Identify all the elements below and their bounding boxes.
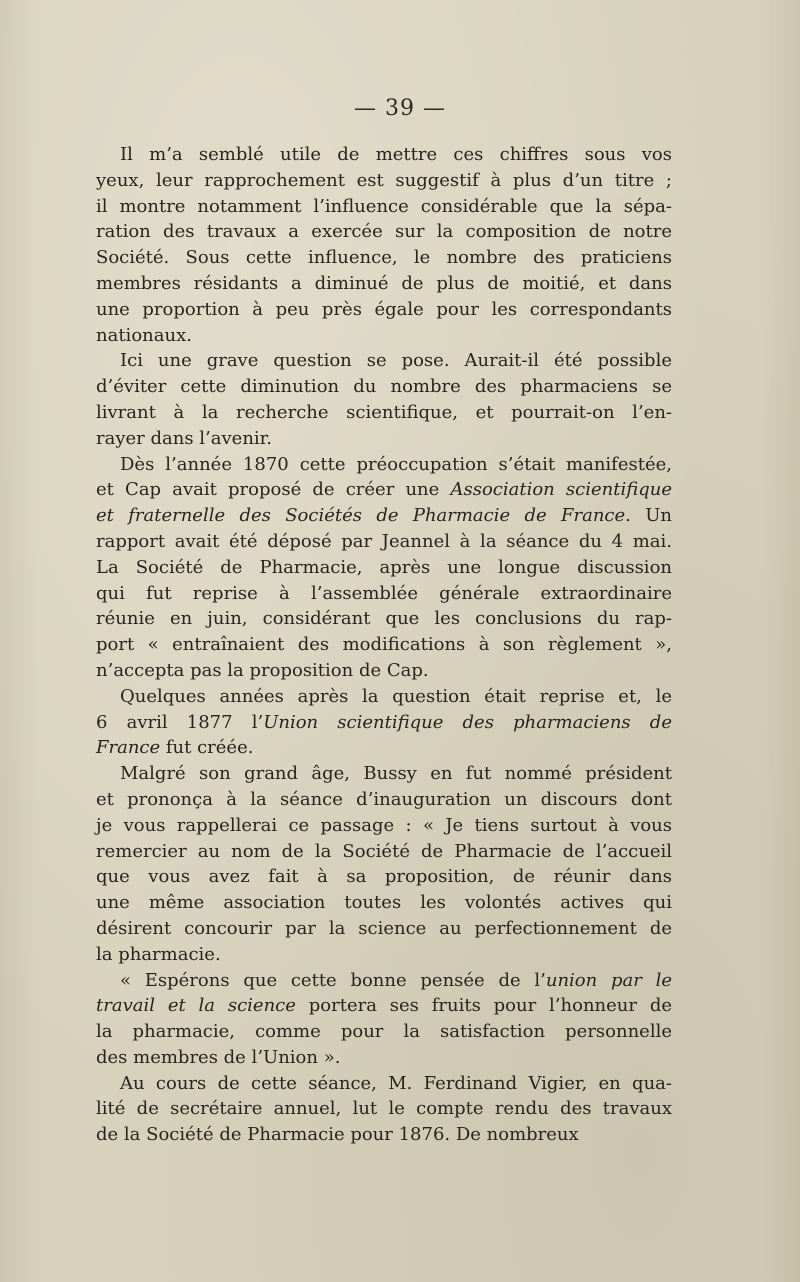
text-line (96, 142, 672, 168)
text-segment: membres résidants a diminué de plus de moitié, et dans (96, 272, 672, 294)
italic-text: France (96, 737, 161, 759)
text-segment: de la Société de Pharmacie pour 1876. De nombreux (96, 1124, 579, 1146)
text-line (96, 529, 672, 555)
text-line (96, 581, 672, 607)
text-line (96, 968, 672, 994)
text-line (96, 452, 672, 478)
text-line (96, 194, 672, 220)
text-line (96, 348, 672, 374)
text-line (96, 787, 672, 813)
paragraph (96, 348, 672, 451)
text-segment: livrant à la recherche scientifique, et pourrait-on l’en- (96, 401, 672, 423)
text-line (96, 1019, 672, 1045)
text-line (96, 168, 672, 194)
text-segment: rayer dans l’avenir. (96, 427, 273, 449)
text-segment: Société. Sous cette influence, le nombre des praticiens (96, 247, 672, 269)
paragraph (96, 452, 672, 684)
paragraph (96, 1071, 672, 1148)
text-segment: la pharmacie, comme pour la satisfaction personnelle (96, 1021, 672, 1043)
text-line (96, 890, 672, 916)
text-line (96, 555, 672, 581)
text-segment: une proportion à peu près égale pour les correspondants (96, 298, 672, 320)
page-number: — 39 — (354, 96, 446, 121)
text-line (96, 839, 672, 865)
text-segment: rapport avait été déposé par Jeannel à la séance du 4 mai. (96, 530, 672, 552)
text-line (96, 245, 672, 271)
paragraph (96, 684, 672, 761)
italic-text: et fraternelle des Sociétés de Pharmacie de France (96, 505, 626, 527)
text-line (96, 993, 672, 1019)
text-segment: . Un (625, 505, 672, 527)
text-line (96, 297, 672, 323)
text-line (96, 1045, 672, 1071)
text-line (96, 606, 672, 632)
text-line (96, 323, 672, 349)
text-segment: La Société de Pharmacie, après une longue discussion (96, 556, 672, 578)
text-line (96, 864, 672, 890)
text-line (96, 477, 672, 503)
text-segment: que vous avez fait à sa proposition, de réunir dans (96, 866, 672, 888)
text-line (96, 761, 672, 787)
text-line (96, 684, 672, 710)
text-segment: yeux, leur rapprochement est suggestif à plus d’un titre ; (96, 169, 672, 191)
text-line (96, 710, 672, 736)
text-segment: portera ses fruits pour l’honneur de (295, 995, 673, 1017)
text-segment: fut créée. (160, 737, 254, 759)
text-segment: ration des travaux a exercée sur la composition de notre (96, 221, 672, 243)
text-line (96, 813, 672, 839)
text-segment: la pharmacie. (96, 943, 221, 965)
italic-text: Union scientifique des pharmaciens de (263, 711, 672, 733)
text-line (96, 374, 672, 400)
text-line (96, 632, 672, 658)
text-segment: désirent concourir par la science au perfectionnement de (96, 917, 672, 939)
text-segment: il montre notamment l’influence considérable que la sépa- (96, 195, 672, 217)
text-segment: 6 avril 1877 l’ (96, 711, 264, 733)
body-text (96, 142, 672, 1148)
text-line (96, 271, 672, 297)
text-line (96, 1096, 672, 1122)
text-segment: Au cours de cette séance, M. Ferdinand Vigier, en qua- (120, 1072, 672, 1094)
text-line (96, 1071, 672, 1097)
text-segment: lité de secrétaire annuel, lut le compte rendu des travaux (96, 1098, 672, 1120)
text-line (96, 735, 672, 761)
paragraph (96, 142, 672, 348)
text-segment: Quelques années après la question était reprise et, le (120, 685, 672, 707)
text-segment: Dès l’année 1870 cette préoccupation s’était manifestée, (120, 453, 672, 475)
text-segment: réunie en juin, considérant que les conclusions du rap- (96, 608, 672, 630)
italic-text: Association scientifique (450, 479, 673, 501)
text-line (96, 916, 672, 942)
text-segment: une même association toutes les volontés actives qui (96, 892, 672, 914)
text-segment: et prononça à la séance d’inauguration un discours dont (96, 788, 672, 810)
text-line (96, 942, 672, 968)
text-line (96, 426, 672, 452)
text-segment: port « entraînaient des modifications à son règlement », (96, 634, 672, 656)
text-segment: nationaux. (96, 324, 192, 346)
paragraph (96, 968, 672, 1071)
text-segment: d’éviter cette diminution du nombre des pharmaciens se (96, 376, 672, 398)
italic-text: union par le (545, 969, 672, 991)
italic-text: travail et la science (96, 995, 296, 1017)
text-line (96, 1122, 672, 1148)
text-line (96, 658, 672, 684)
text-segment: remercier au nom de la Société de Pharmacie de l’accueil (96, 840, 672, 862)
text-segment: Ici une grave question se pose. Aurait-il été possible (120, 350, 672, 372)
text-line (96, 219, 672, 245)
text-segment: et Cap avait proposé de créer une (96, 479, 451, 501)
text-segment: Il m’a semblé utile de mettre ces chiffres sous vos (120, 144, 672, 165)
text-line (96, 503, 672, 529)
paragraph (96, 761, 672, 967)
text-line (96, 400, 672, 426)
text-segment: Malgré son grand âge, Bussy en fut nommé président (120, 763, 672, 785)
text-segment: des membres de l’Union ». (96, 1046, 341, 1068)
text-segment: « Espérons que cette bonne pensée de l’ (120, 969, 546, 991)
text-segment: je vous rappellerai ce passage : « Je tiens surtout à vous (96, 814, 672, 836)
text-segment: qui fut reprise à l’assemblée générale extraordinaire (96, 582, 672, 604)
text-segment: n’accepta pas la proposition de Cap. (96, 659, 429, 681)
